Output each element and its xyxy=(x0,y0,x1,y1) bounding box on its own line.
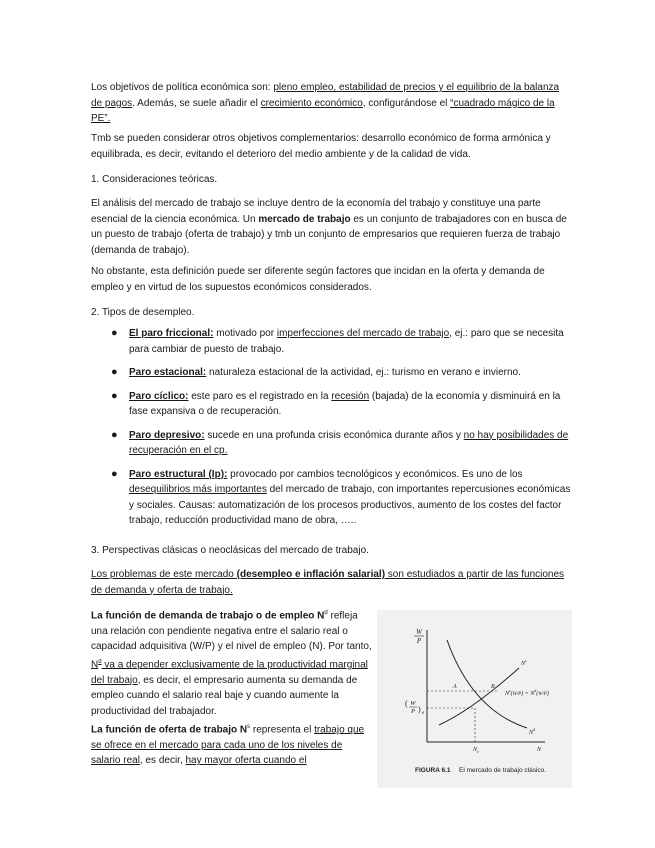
unemployment-type-item xyxy=(91,428,571,459)
bullet-icon: ● xyxy=(111,327,118,339)
unemployment-types-list xyxy=(91,326,571,537)
y-axis-label-top: W xyxy=(416,628,422,636)
figure-caption-number: FIGURA 6.1 xyxy=(415,767,451,774)
unemployment-type-item xyxy=(91,389,571,420)
figure-caption-text: El mercado de trabajo clásico. xyxy=(459,767,547,774)
unemployment-type-item xyxy=(91,365,571,381)
unemployment-type-title: Paro cíclico: xyxy=(129,390,189,402)
unemployment-type-text: este paro es el registrado en la xyxy=(188,390,332,402)
ns-curve-label: $N^s$ xyxy=(521,658,527,667)
unemployment-type-text-end: (bajada) de la economía y disminuirá en la fase expansiva o de recuperación. xyxy=(129,390,561,417)
unemployment-type-title: Paro estructural (Ip): xyxy=(129,468,228,480)
unemployment-type-text: provocado por cambios tecnológicos y económicos. Es uno de los xyxy=(227,468,523,480)
unemployment-type-text: motivado por xyxy=(213,328,277,339)
unemployment-type-title: El paro friccional: xyxy=(129,328,214,339)
unemployment-type-underlined: desequilibrios más importantes xyxy=(129,484,267,495)
point-a-label: A xyxy=(453,684,457,690)
eq-wage-left-paren: ( xyxy=(405,699,408,708)
bullet-icon: ● xyxy=(111,467,118,480)
unemployment-type-title: Paro estacional: xyxy=(129,367,207,378)
eq-wage-label-top: W xyxy=(410,700,416,707)
heading-classical: 3. Perspectivas clásicas o neoclásicas del mercado de trabajo. xyxy=(91,545,369,556)
x-eq-label: $N_e$ xyxy=(473,747,479,754)
eq-wage-label-sub: e xyxy=(422,711,425,716)
bullet-icon: ● xyxy=(111,389,118,402)
paragraph-complementary: Tmb se pueden considerar otros objetivos complementarios: desarrollo económico de forma armónica y equilibrada, es decir, evitando el deterioro del medio ambiente y de la calidad de vida. xyxy=(91,133,551,160)
x-axis-label: N xyxy=(537,747,542,753)
unemployment-type-underlined: imperfecciones del mercado de trabajo xyxy=(276,328,450,339)
y-axis-label-bottom: P xyxy=(416,637,422,645)
eq-wage-label-bottom: P xyxy=(411,708,415,715)
paragraph-problems: Los problemas de este mercado (desempleo e inflación salarial) son estudiados a partir de las funciones de demanda y oferta de trabajo. xyxy=(91,569,565,596)
heading-unemployment-types: 2. Tipos de desempleo. xyxy=(91,307,195,318)
unemployment-type-text: naturaleza estacional de la actividad, ej.: turismo en verano e invierno. xyxy=(206,367,521,378)
paragraph-labour-demand: La función de demanda de trabajo o de empleo $N^d$ refleja una relación con pendiente negativa entre el salario real o capacidad adquisitiva (W/P) y el nivel de empleo (N). Por tanto, $N^d$ va a depender exclusivamente de la productividad marginal del trabajo, es decir, el empresario aumenta su demanda de empleo cuando el salario real baje y cuando aumente la productividad del trabajador. xyxy=(91,610,372,717)
equilibrium-equation: $N^s(W/P) = N^d(W/P)$ xyxy=(505,688,549,697)
bullet-icon: ● xyxy=(111,366,118,378)
unemployment-type-underlined: no hay posibilidades de recuperación en el cp. xyxy=(129,429,569,456)
unemployment-type-text: sucede en una profunda crisis económica durante años y xyxy=(204,429,464,441)
eq-wage-right-paren: ) xyxy=(418,705,421,714)
paragraph-objectives: Los objetivos de política económica son: pleno empleo, estabilidad de precios y el equilibrio de la balanza de pagos. Además, se suele añadir el crecimiento económico, configurándose el “cuadrado mágico de la PE”. xyxy=(91,82,560,124)
paragraph-definition: No obstante, esta definición puede ser diferente según factores que incidan en la oferta y demanda de empleo y en virtud de los supuestos económicos considerados. xyxy=(91,266,545,293)
point-b-label: B xyxy=(491,684,495,690)
unemployment-type-text-end: , ej.: paro que se necesita para cambiar de puesto de trabajo. xyxy=(129,328,564,355)
paragraph-labour-market: El análisis del mercado de trabajo se incluye dentro de la economía del trabajo y constituye una parte esencial de la ciencia económica. Un mercado de trabajo es un conjunto de trabajadores con en busca de un puesto de trabajo (oferta de trabajo) y tmb un conjunto de empresarios que requieren fuerza de trabajo (demanda de trabajo). xyxy=(91,198,567,256)
bullet-icon: ● xyxy=(111,428,118,441)
heading-theory: 1. Consideraciones teóricas. xyxy=(91,174,218,185)
labour-market-diagram xyxy=(377,610,572,788)
labour-market-figure xyxy=(377,610,572,788)
unemployment-type-title: Paro depresivo: xyxy=(129,429,205,441)
unemployment-type-item xyxy=(91,467,571,529)
unemployment-type-item xyxy=(91,326,571,357)
nd-curve-label: $N^d$ xyxy=(529,727,536,736)
paragraph-labour-supply: La función de oferta de trabajo $N^s$ representa el trabajo que se ofrece en el mercado para cada uno de los niveles de salario real, es decir, hay mayor oferta cuando el xyxy=(91,724,365,767)
unemployment-type-underlined: recesión xyxy=(331,390,370,402)
unemployment-type-text-end: del mercado de trabajo, con importantes repercusiones económicas y sociales. Causas: automatización de los procesos productivos, aumento de los costes del factor trabajo, reducción productividad mano de obra, ….. xyxy=(129,484,571,526)
